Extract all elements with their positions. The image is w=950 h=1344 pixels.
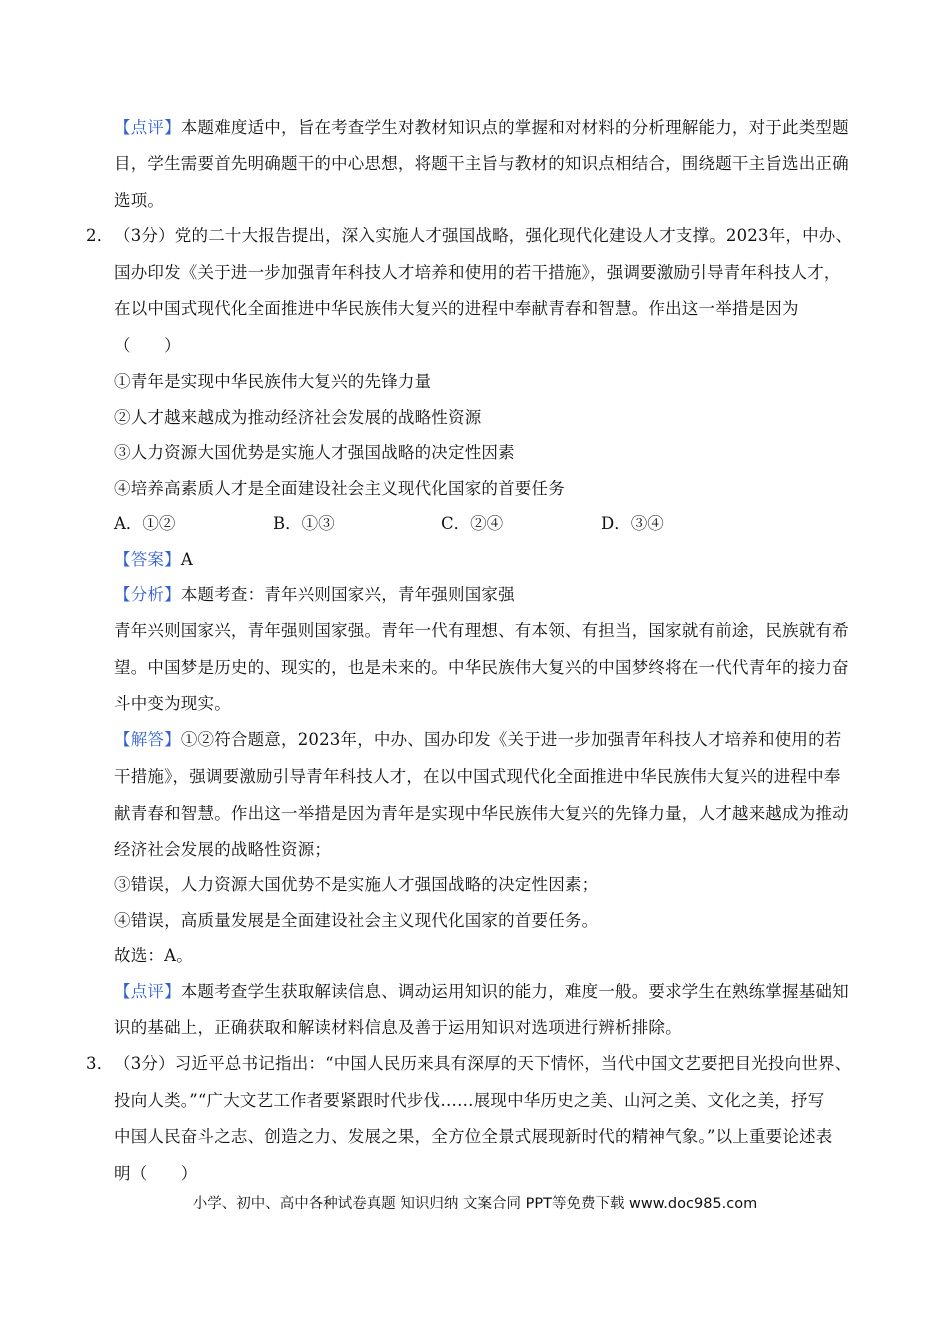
analysis-line-4: 斗中变为现实。 xyxy=(114,694,231,713)
option-c: C．②④ xyxy=(441,514,504,533)
option-d: D．③④ xyxy=(601,514,664,533)
review-line-1: 【点评】本题考查学生获取解读信息、调动运用知识的能力，难度一般。要求学生在熟练掌握基础知 xyxy=(114,982,849,1001)
question-3-stem-line-2: 投向人类。”“广大文艺工作者要紧跟时代步伐……展现中华历史之美、山河之美、文化之美，抒写 xyxy=(114,1091,825,1110)
solution-tag: 【解答】 xyxy=(114,730,181,749)
solution-line-3: 献青春和智慧。作出这一举措是因为青年是实现中华民族伟大复兴的先锋力量，人才越来越成为推动 xyxy=(114,804,849,823)
question-3-number: 3． xyxy=(86,1054,114,1073)
comment-line-2: 目，学生需要首先明确题干的中心思想，将题干主旨与教材的知识点相结合，围绕题干主旨选出正确 xyxy=(114,154,849,173)
question-3-stem-line-3: 中国人民奋斗之志、创造之力、发展之果，全方位全景式展现新时代的精神气象。”以上重要论述表 xyxy=(114,1127,833,1146)
question-2-stem-line-1: （3分）党的二十大报告提出，深入实施人才强国战略，强化现代化建设人才支撑。2023年，中办、 xyxy=(114,226,853,245)
answer-tag: 【答案】 xyxy=(114,550,181,569)
answer-line xyxy=(114,549,193,571)
solution-line-7: 故选：A。 xyxy=(114,946,193,965)
question-2-stem-line-2: 国办印发《关于进一步加强青年科技人才培养和使用的若干措施》，强调要激励引导青年科技人才， xyxy=(114,263,841,282)
question-2-item-2: ②人才越来越成为推动经济社会发展的战略性资源 xyxy=(114,408,482,427)
question-2-blank: （ ） xyxy=(114,336,181,355)
question-2-stem-line-3: 在以中国式现代化全面推进中华民族伟大复兴的进程中奉献青春和智慧。作出这一举措是因为 xyxy=(114,299,799,318)
review-tag: 【点评】 xyxy=(114,982,181,1001)
question-2-number: 2． xyxy=(86,226,114,245)
answer-value: A xyxy=(180,550,193,569)
question-2-item-4: ④培养高素质人才是全面建设社会主义现代化国家的首要任务 xyxy=(114,479,565,498)
question-2-item-3: ③人力资源大国优势是实施人才强国战略的决定性因素 xyxy=(114,443,515,462)
comment-line-1: 【点评】本题难度适中，旨在考查学生对教材知识点的掌握和对材料的分析理解能力，对于此类型题 xyxy=(114,118,849,137)
option-a: A．①② xyxy=(114,514,176,533)
comment-tag: 【点评】 xyxy=(114,118,181,137)
solution-line-1: 【解答】①②符合题意，2023年，中办、国办印发《关于进一步加强青年科技人才培养和使用的若 xyxy=(114,730,842,749)
question-3-stem-line-4: 明（ ） xyxy=(114,1164,198,1183)
solution-line-2: 干措施》，强调要激励引导青年科技人才，在以中国式现代化全面推进中华民族伟大复兴的进程中奉 xyxy=(114,767,841,786)
analysis-line-3: 望。中国梦是历史的、现实的，也是未来的。中华民族伟大复兴的中国梦终将在一代代青年的接力奋 xyxy=(114,658,849,677)
question-2-item-1: ①青年是实现中华民族伟大复兴的先锋力量 xyxy=(114,372,432,391)
page-footer: 小学、初中、高中各种试卷真题 知识归纳 文案合同 PPT等免费下载 www.doc985.com xyxy=(192,1196,758,1212)
analysis-line-1: 【分析】本题考查：青年兴则国家兴，青年强则国家强 xyxy=(114,585,515,604)
solution-line-5: ③错误，人力资源大国优势不是实施人才强国战略的决定性因素； xyxy=(114,875,599,894)
option-b: B．①③ xyxy=(273,514,335,533)
review-line-2: 识的基础上，正确获取和解读材料信息及善于运用知识对选项进行辨析排除。 xyxy=(114,1018,682,1037)
comment-line-3: 选项。 xyxy=(114,191,165,210)
solution-line-4: 经济社会发展的战略性资源； xyxy=(114,840,332,859)
analysis-tag: 【分析】 xyxy=(114,585,181,604)
question-3-stem-line-1: （3分）习近平总书记指出：“中国人民历来具有深厚的天下情怀，当代中国文艺要把目光投向世界、 xyxy=(114,1054,852,1073)
solution-line-6: ④错误，高质量发展是全面建设社会主义现代化国家的首要任务。 xyxy=(114,911,599,930)
analysis-line-2: 青年兴则国家兴，青年强则国家强。青年一代有理想、有本领、有担当，国家就有前途，民族就有希 xyxy=(114,621,849,640)
